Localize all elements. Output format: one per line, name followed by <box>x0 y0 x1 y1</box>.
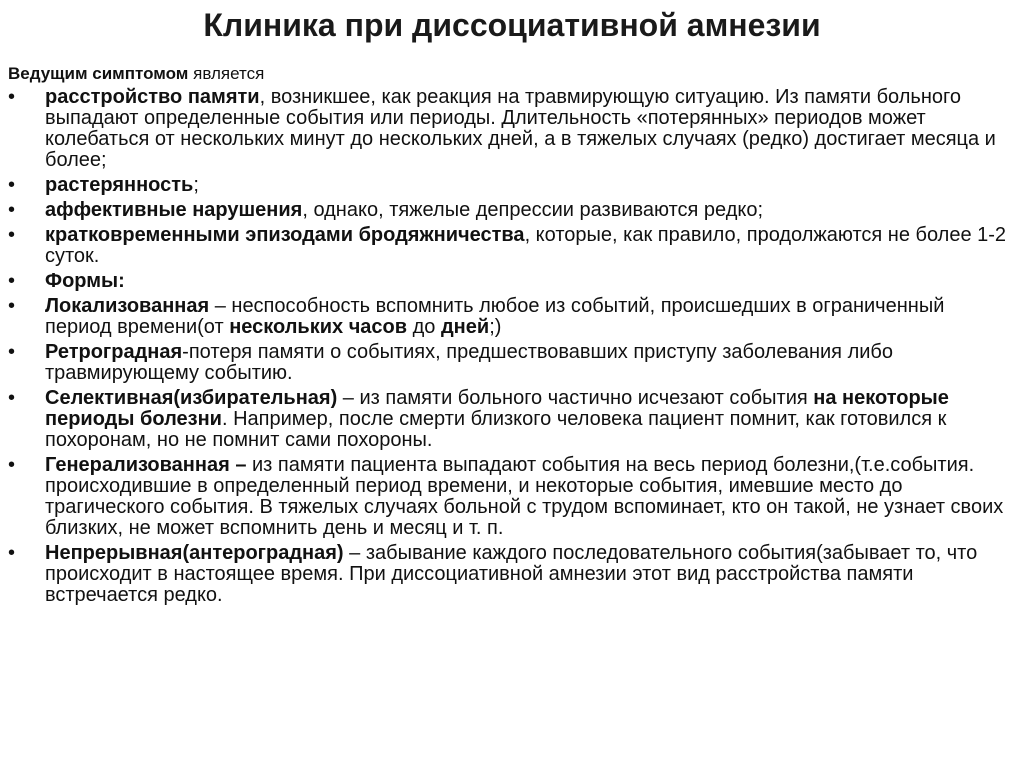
bold-text: растерянность <box>45 174 194 196</box>
intro-rest: является <box>188 64 265 83</box>
bullet-icon: • <box>8 86 16 108</box>
body-text: – неспособность вспомнить любое из событий, происшедших в ограниченный период времени(от <box>45 295 945 338</box>
body-text: ;) <box>489 316 502 338</box>
bold-text: аффективные нарушения <box>45 199 303 221</box>
bullet-icon: • <box>8 199 16 221</box>
slide-title: Клиника при диссоциативной амнезии <box>203 7 821 43</box>
bold-text: Локализованная <box>45 295 210 317</box>
bold-text: Селективная(избирательная) <box>45 387 338 409</box>
symptom-list <box>8 87 1008 610</box>
bold-text: Непрерывная(антероградная) <box>45 542 344 564</box>
body-text: из памяти пациента выпадают события на весь период болезни,(т.е.события. происходившие в определенный период времени, и некоторые события, имевшие место до трагического события. В тяжелых случаях больной с трудом вспоминает, кто он такой, не узнает своих близких, не может вспомнить день и месяц и т. п. <box>45 454 1004 539</box>
bullet-icon: • <box>8 174 16 196</box>
body-text: , однако, тяжелые депрессии развиваются редко; <box>302 199 764 221</box>
bold-text: нескольких часов <box>229 316 408 338</box>
intro-line <box>8 63 264 85</box>
list-item <box>8 175 1008 196</box>
body-text: – из памяти больного частично исчезают события <box>337 387 814 409</box>
bold-text: Ретроградная <box>45 341 183 363</box>
body-text: . Например, после смерти близкого человека пациент помнит, как готовился к похоронам, но не помнит сами похороны. <box>45 408 947 451</box>
list-item <box>8 296 1008 338</box>
bold-text: дней <box>440 316 490 338</box>
bold-text: на некоторые периоды болезни <box>45 387 949 430</box>
body-text: -потеря памяти о событиях, предшествовавших приступу заболевания либо травмирующему событию. <box>45 341 893 384</box>
list-item <box>8 225 1008 267</box>
body-text: , возникшее, как реакция на травмирующую ситуацию. Из памяти больного выпадают определенные события или периоды. Длительность «потерянных» периодов может колебаться от нескольких минут до нескольких дней, а в тяжелых случаях (редко) достигает месяца и более; <box>45 86 996 171</box>
list-item <box>8 388 1008 451</box>
list-item <box>8 271 1008 292</box>
intro-bold: Ведущим симптомом <box>8 64 189 83</box>
bullet-icon: • <box>8 341 16 363</box>
bold-text: расстройство памяти <box>45 86 260 108</box>
bold-text: кратковременными эпизодами бродяжничества <box>45 224 525 246</box>
list-item <box>8 87 1008 171</box>
bullet-icon: • <box>8 295 16 317</box>
bullet-icon: • <box>8 387 16 409</box>
list-item <box>8 455 1008 539</box>
list-item <box>8 543 1008 606</box>
bullet-icon: • <box>8 542 16 564</box>
list-item <box>8 342 1008 384</box>
bold-text: Генерализованная – <box>45 454 247 476</box>
bullet-icon: • <box>8 454 16 476</box>
bold-text: Формы: <box>45 270 125 292</box>
body-text: до <box>407 316 441 338</box>
list-item <box>8 200 1008 221</box>
body-text: , которые, как правило, продолжаются не более 1-2 суток. <box>45 224 1007 267</box>
body-text: – забывание каждого последовательного события(забывает то, что происходит в настоящее время. При диссоциативной амнезии этот вид расстройства памяти встречается редко. <box>45 542 978 606</box>
bullet-icon: • <box>8 270 16 292</box>
bullet-icon: • <box>8 224 16 246</box>
body-text: ; <box>193 174 199 196</box>
